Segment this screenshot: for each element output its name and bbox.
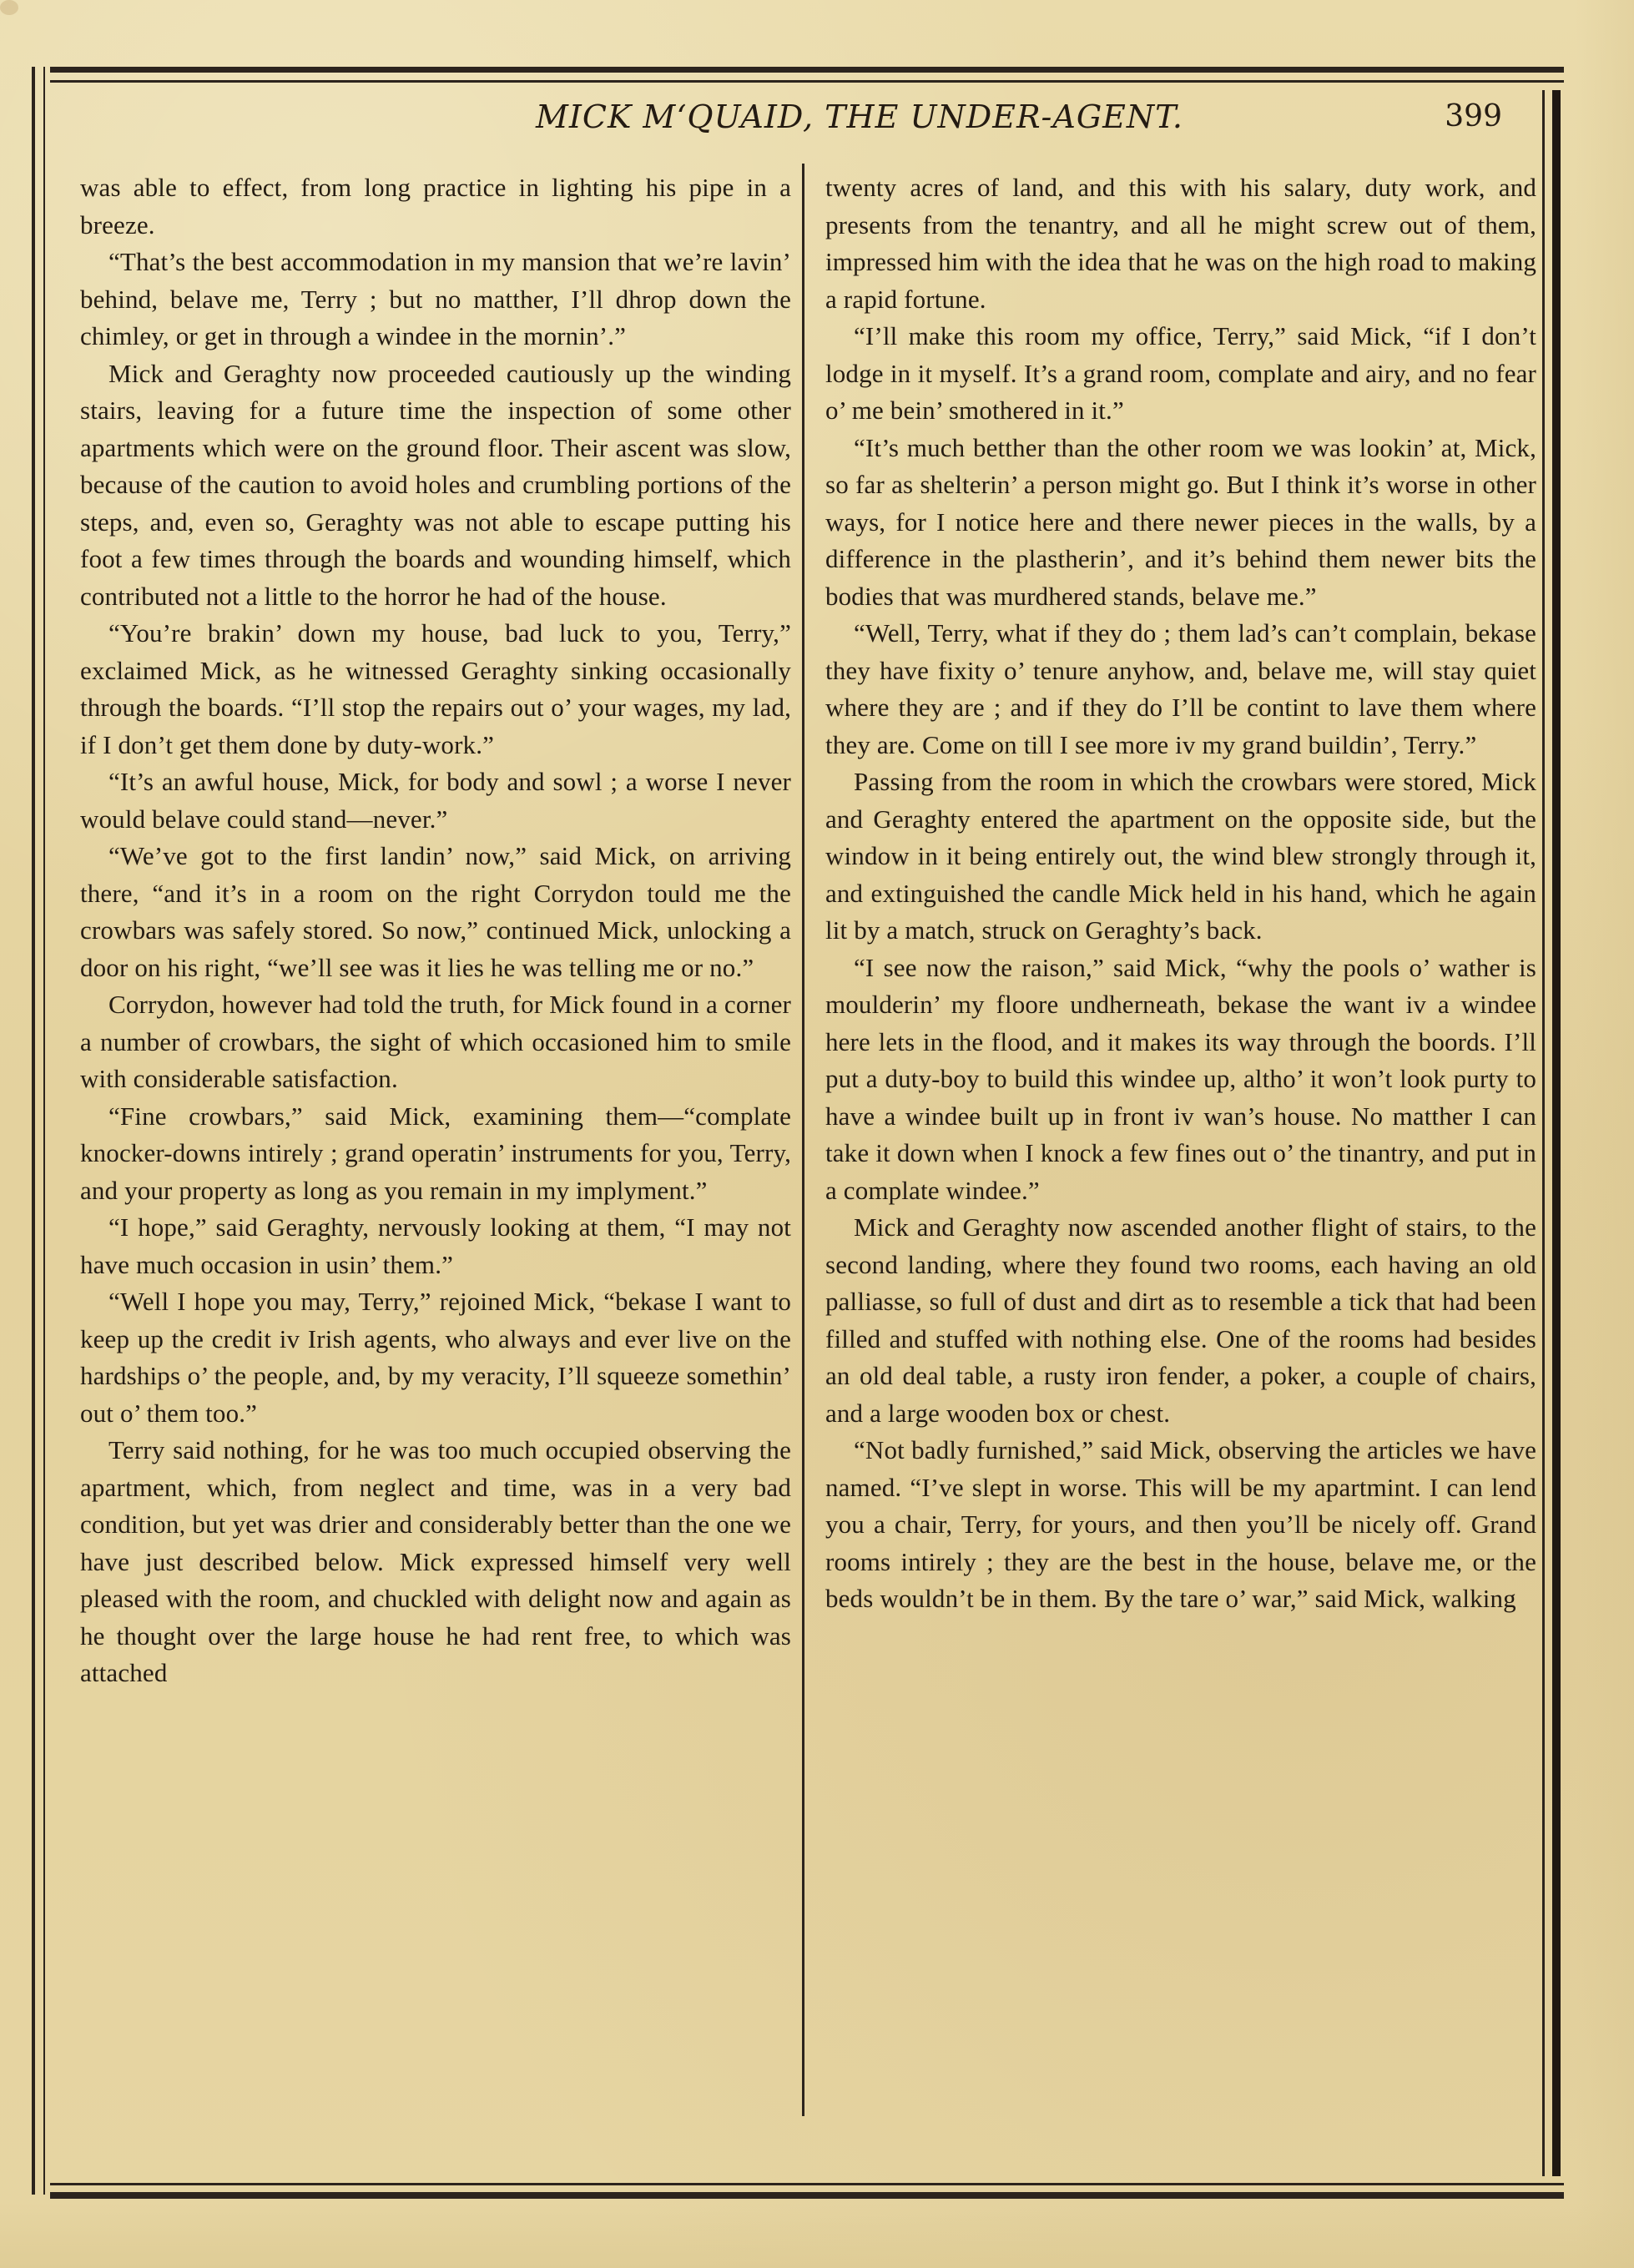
- paragraph: “You’re brakin’ down my house, bad luck to you, Terry,” exclaimed Mick, as he witnessed Geraghty sinking occasionally through the boards. “I’ll stop the repairs out o’ your wages, my lad, if I don’t get them done by duty-work.”: [80, 618, 791, 759]
- paragraph: “It’s much betther than the other room we was lookin’ at, Mick, so far as shelterin’ a person might go. But I think it’s worse in other ways, for I notice here and there newer pieces in the walls, by a difference in the plastherin’, and it’s behind them newer bits the bodies that was murdhered stands, belave me.”: [825, 432, 1536, 611]
- column-divider: [802, 164, 804, 2116]
- right-border-inner: [1542, 90, 1545, 2176]
- left-border-outer: [32, 67, 35, 2195]
- paragraph: “I see now the raison,” said Mick, “why the pools o’ wather is moulderin’ my floore undherneath, bekase the want iv a windee here lets in the flood, and it makes its way through the boords. I’ll put a duty-boy to build this windee up, altho’ it won’t look purty to have a windee built up in front iv wan’s house. No matther I can take it down when I knock a few fines out o’ the tinantry, and put in a complate windee.”: [825, 952, 1536, 1205]
- paragraph: Mick and Geraghty now proceeded cautiously up the winding stairs, leaving for a future time the inspection of some other apartments which were on the ground floor. Their ascent was slow, because of the caution to avoid holes and crumbling portions of the steps, and, even so, Geraghty was not able to escape putting his foot a few times through the boards and wounding himself, which contributed not a little to the horror he had of the house.: [80, 358, 791, 611]
- paragraph: “Well I hope you may, Terry,” rejoined Mick, “bekase I want to keep up the credit iv Irish agents, who always and ever live on the hardships o’ the people, and, by my veracity, I’ll squeeze somethin’ out o’ them too.”: [80, 1287, 791, 1428]
- paragraph: Mick and Geraghty now ascended another flight of stairs, to the second landing, where they found two rooms, each having an old palliasse, so full of dust and dirt as to resemble a tick that had been filled and stuffed with nothing else. One of the rooms had besides an old deal table, a rusty iron fender, a poker, a couple of chairs, and a large wooden box or chest.: [825, 1212, 1536, 1428]
- page-number: 399: [1445, 99, 1502, 134]
- paragraph: “I hope,” said Geraghty, nervously looking at them, “I may not have much occasion in usin’ them.”: [80, 1212, 791, 1279]
- paragraph: Corrydon, however had told the truth, for Mick found in a corner a number of crowbars, the sight of which occasioned him to smile with considerable satisfaction.: [80, 990, 791, 1093]
- paragraph: “Well, Terry, what if they do ; them lad’s can’t complain, bekase they have fixity o’ tenure anyhow, and, belave me, will stay quiet where they are ; and if they do I’ll be contint to lave them where they are. Come on till I see more iv my grand buildin’, Terry.”: [825, 618, 1536, 759]
- bottom-border-thick: [50, 2192, 1564, 2199]
- paragraph: “That’s the best accommodation in my mansion that we’re lavin’ behind, belave me, Terry ; but no matther, I’ll dhrop down the chimley, or get in through a windee in the mornin’.”: [80, 247, 791, 350]
- left-border-inner: [43, 67, 45, 2195]
- paragraph: was able to effect, from long practice in lighting his pipe in a breeze.: [80, 173, 791, 239]
- paragraph: “We’ve got to the first landin’ now,” said Mick, on arriving there, “and it’s in a room on the right Corrydon tould me the crowbars was safely stored. So now,” continued Mick, unlocking a door on his right, “we’ll see was it lies he was telling me or no.”: [80, 841, 791, 982]
- right-border-outer: [1552, 90, 1561, 2176]
- paragraph: “Not badly furnished,” said Mick, observing the articles we have named. “I’ve slept in worse. This will be my apartmint. I can lend you a chair, Terry, for yours, and then you’ll be nicely off. Grand rooms intirely ; they are the best in the house, belave me, or the beds wouldn’t be in them. By the tare o’ war,” said Mick, walking: [825, 1435, 1536, 1613]
- bottom-border-thin: [50, 2183, 1564, 2185]
- running-title: MICK M‘QUAID, THE UNDER-AGENT.: [535, 98, 1184, 135]
- top-border-thick: [50, 67, 1564, 73]
- left-column: [80, 169, 791, 2122]
- paragraph: Terry said nothing, for he was too much occupied observing the apartment, which, from neglect and time, was in a very bad condition, but yet was drier and considerably better than the one we have just described below. Mick expressed himself very well pleased with the room, and chuckled with delight now and again as he thought over the large house he had rent free, to which was attached: [80, 1435, 791, 1687]
- paragraph: twenty acres of land, and this with his salary, duty work, and presents from the tenantry, and all he might screw out of them, impressed him with the idea that he was on the high road to making a rapid fortune.: [825, 173, 1536, 314]
- paragraph: Passing from the room in which the crowbars were stored, Mick and Geraghty entered the apartment on the opposite side, but the window in it being entirely out, the wind blew strongly through it, and extinguished the candle Mick held in his hand, which he again lit by a match, struck on Geraghty’s back.: [825, 767, 1536, 945]
- page-header: [58, 98, 1502, 149]
- paragraph: “I’ll make this room my office, Terry,” said Mick, “if I don’t lodge in it myself. It’s a grand room, complate and airy, and no fear o’ me bein’ smothered in it.”: [825, 321, 1536, 425]
- paper-edge-shading: [1576, 0, 1634, 2268]
- right-column: [825, 169, 1536, 2122]
- top-border-thin: [50, 80, 1564, 83]
- paper-bottom-shading: [0, 2203, 1634, 2268]
- paper-stain: [0, 0, 18, 15]
- paragraph: “It’s an awful house, Mick, for body and sowl ; a worse I never would belave could stand—never.”: [80, 767, 791, 834]
- paragraph: “Fine crowbars,” said Mick, examining them—“complate knocker-downs intirely ; grand operatin’ instruments for you, Terry, and your property as long as you remain in my implyment.”: [80, 1101, 791, 1205]
